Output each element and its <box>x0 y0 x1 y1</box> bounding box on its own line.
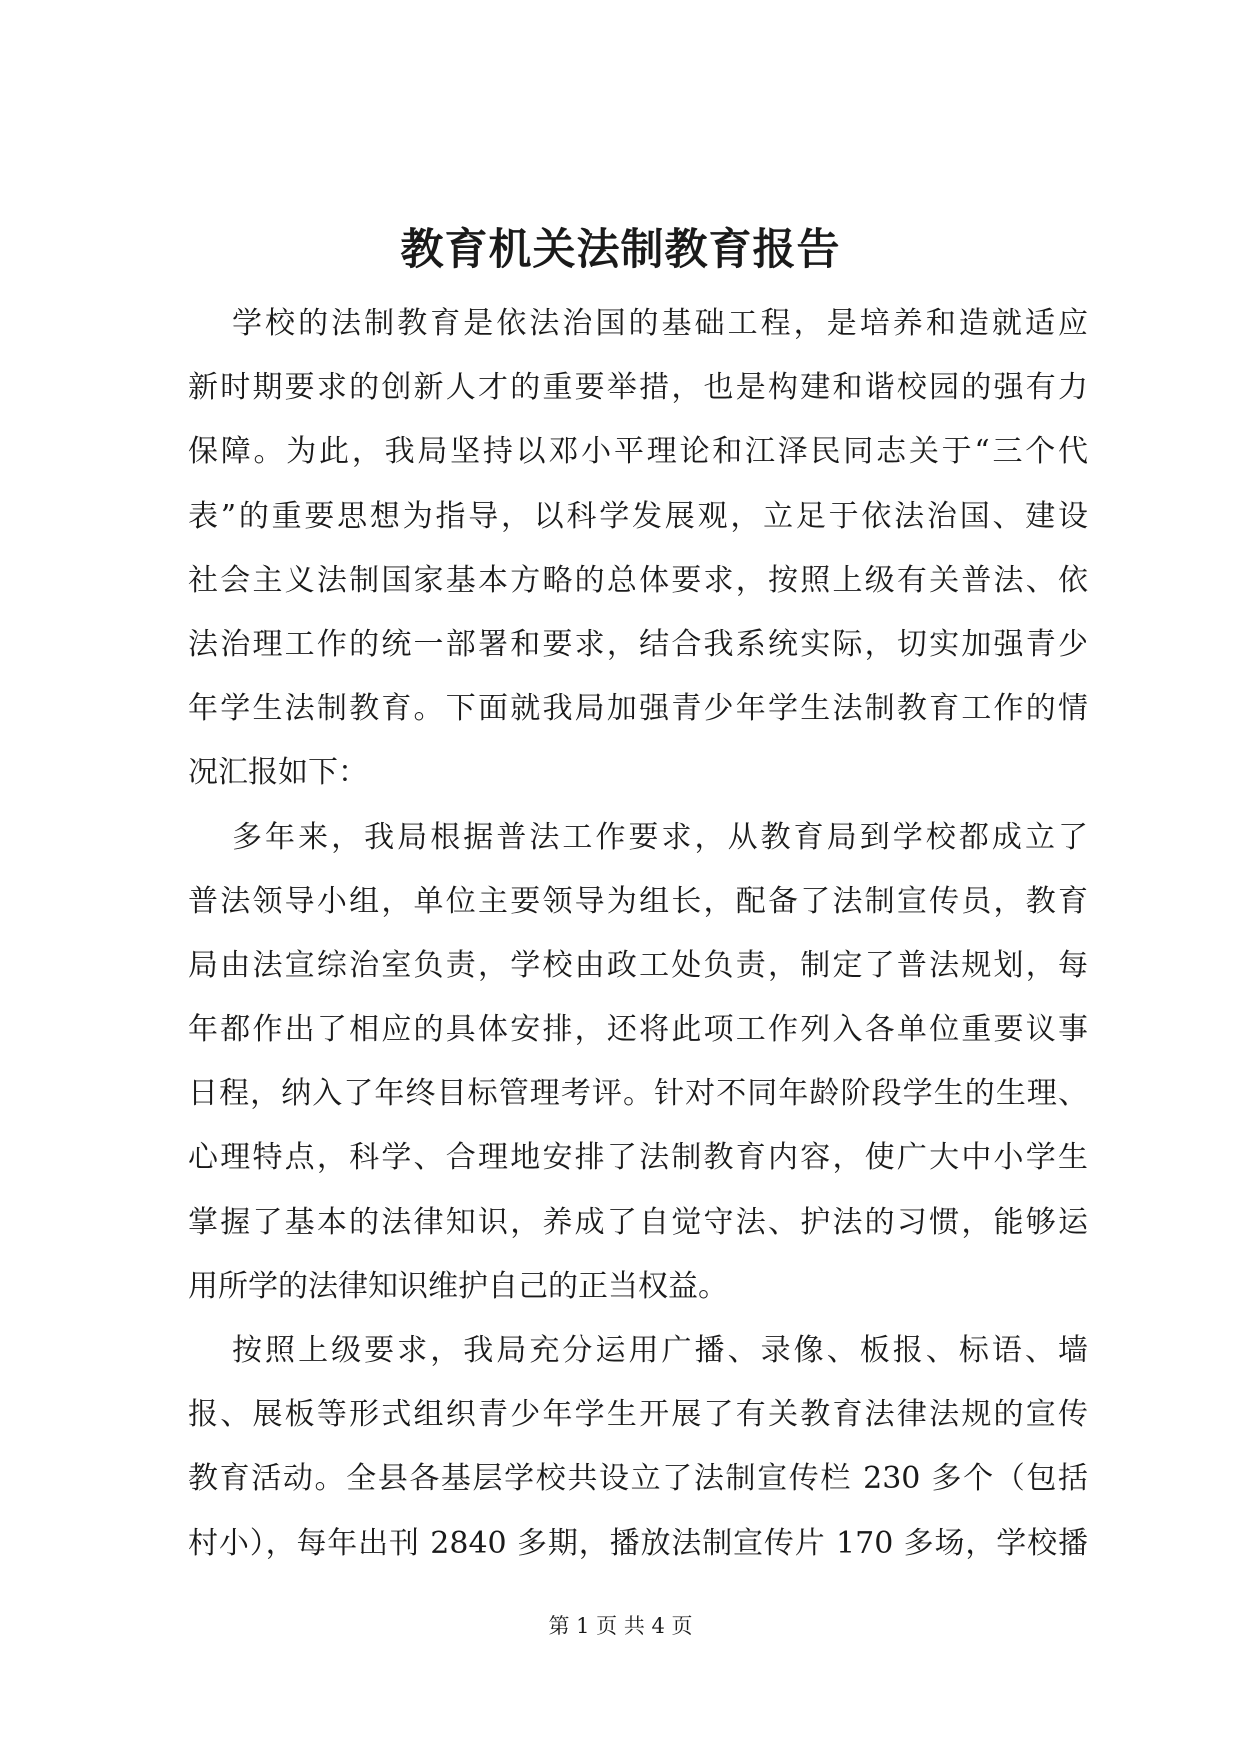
paragraph-line: 用所学的法律知识维护自己的正当权益。 <box>188 1268 728 1304</box>
document-title: 教育机关法制教育报告 <box>400 225 841 275</box>
paragraph-organization <box>188 806 1088 1320</box>
paragraph-line: 日程，纳入了年终目标管理考评。针对不同年龄阶段学生的生理、 <box>188 1076 1088 1112</box>
paragraph-line: 掌握了基本的法律知识，养成了自觉守法、护法的习惯，能够运 <box>188 1204 1088 1240</box>
paragraph-line: 社会主义法制国家基本方略的总体要求，按照上级有关普法、依 <box>188 562 1088 598</box>
paragraph-line: 多年来，我局根据普法工作要求，从教育局到学校都成立了 <box>232 819 1088 855</box>
paragraph-line: 保障。为此，我局坚持以邓小平理论和江泽民同志关于“三个代 <box>188 434 1088 470</box>
paragraph-line: 按照上级要求，我局充分运用广播、录像、板报、标语、墙 <box>232 1333 1088 1368</box>
paragraph-line: 教育活动。全县各基层学校共设立了法制宣传栏 230 多个（包括 <box>188 1461 1088 1497</box>
paragraph-line: 局由法宣综治室负责，学校由政工处负责，制定了普法规划，每 <box>188 947 1088 983</box>
page-number-footer: 第 1 页 共 4 页 <box>548 1614 693 1638</box>
paragraph-line: 法治理工作的统一部署和要求，结合我系统实际，切实加强青少 <box>188 626 1088 662</box>
paragraph-line: 村小），每年出刊 2840 多期，播放法制宣传片 170 多场，学校播 <box>188 1525 1088 1561</box>
paragraph-line: 表”的重要思想为指导，以科学发展观，立足于依法治国、建设 <box>188 498 1088 534</box>
paragraph-line: 年都作出了相应的具体安排，还将此项工作列入各单位重要议事 <box>188 1012 1088 1048</box>
paragraph-line: 年学生法制教育。下面就我局加强青少年学生法制教育工作的情 <box>188 691 1088 727</box>
paragraph-line: 况汇报如下： <box>188 755 368 791</box>
paragraph-intro <box>188 292 1088 806</box>
paragraph-line: 报、展板等形式组织青少年学生开展了有关教育法律法规的宣传 <box>188 1397 1088 1433</box>
paragraph-line: 学校的法制教育是依法治国的基础工程，是培养和造就适应 <box>232 306 1088 341</box>
paragraph-line: 心理特点，科学、合理地安排了法制教育内容，使广大中小学生 <box>188 1140 1088 1176</box>
paragraph-activities <box>188 1319 1088 1576</box>
paragraph-line: 新时期要求的创新人才的重要举措，也是构建和谐校园的强有力 <box>188 370 1088 406</box>
document-body <box>188 292 1088 1576</box>
paragraph-line: 普法领导小组，单位主要领导为组长，配备了法制宣传员，教育 <box>188 883 1088 919</box>
